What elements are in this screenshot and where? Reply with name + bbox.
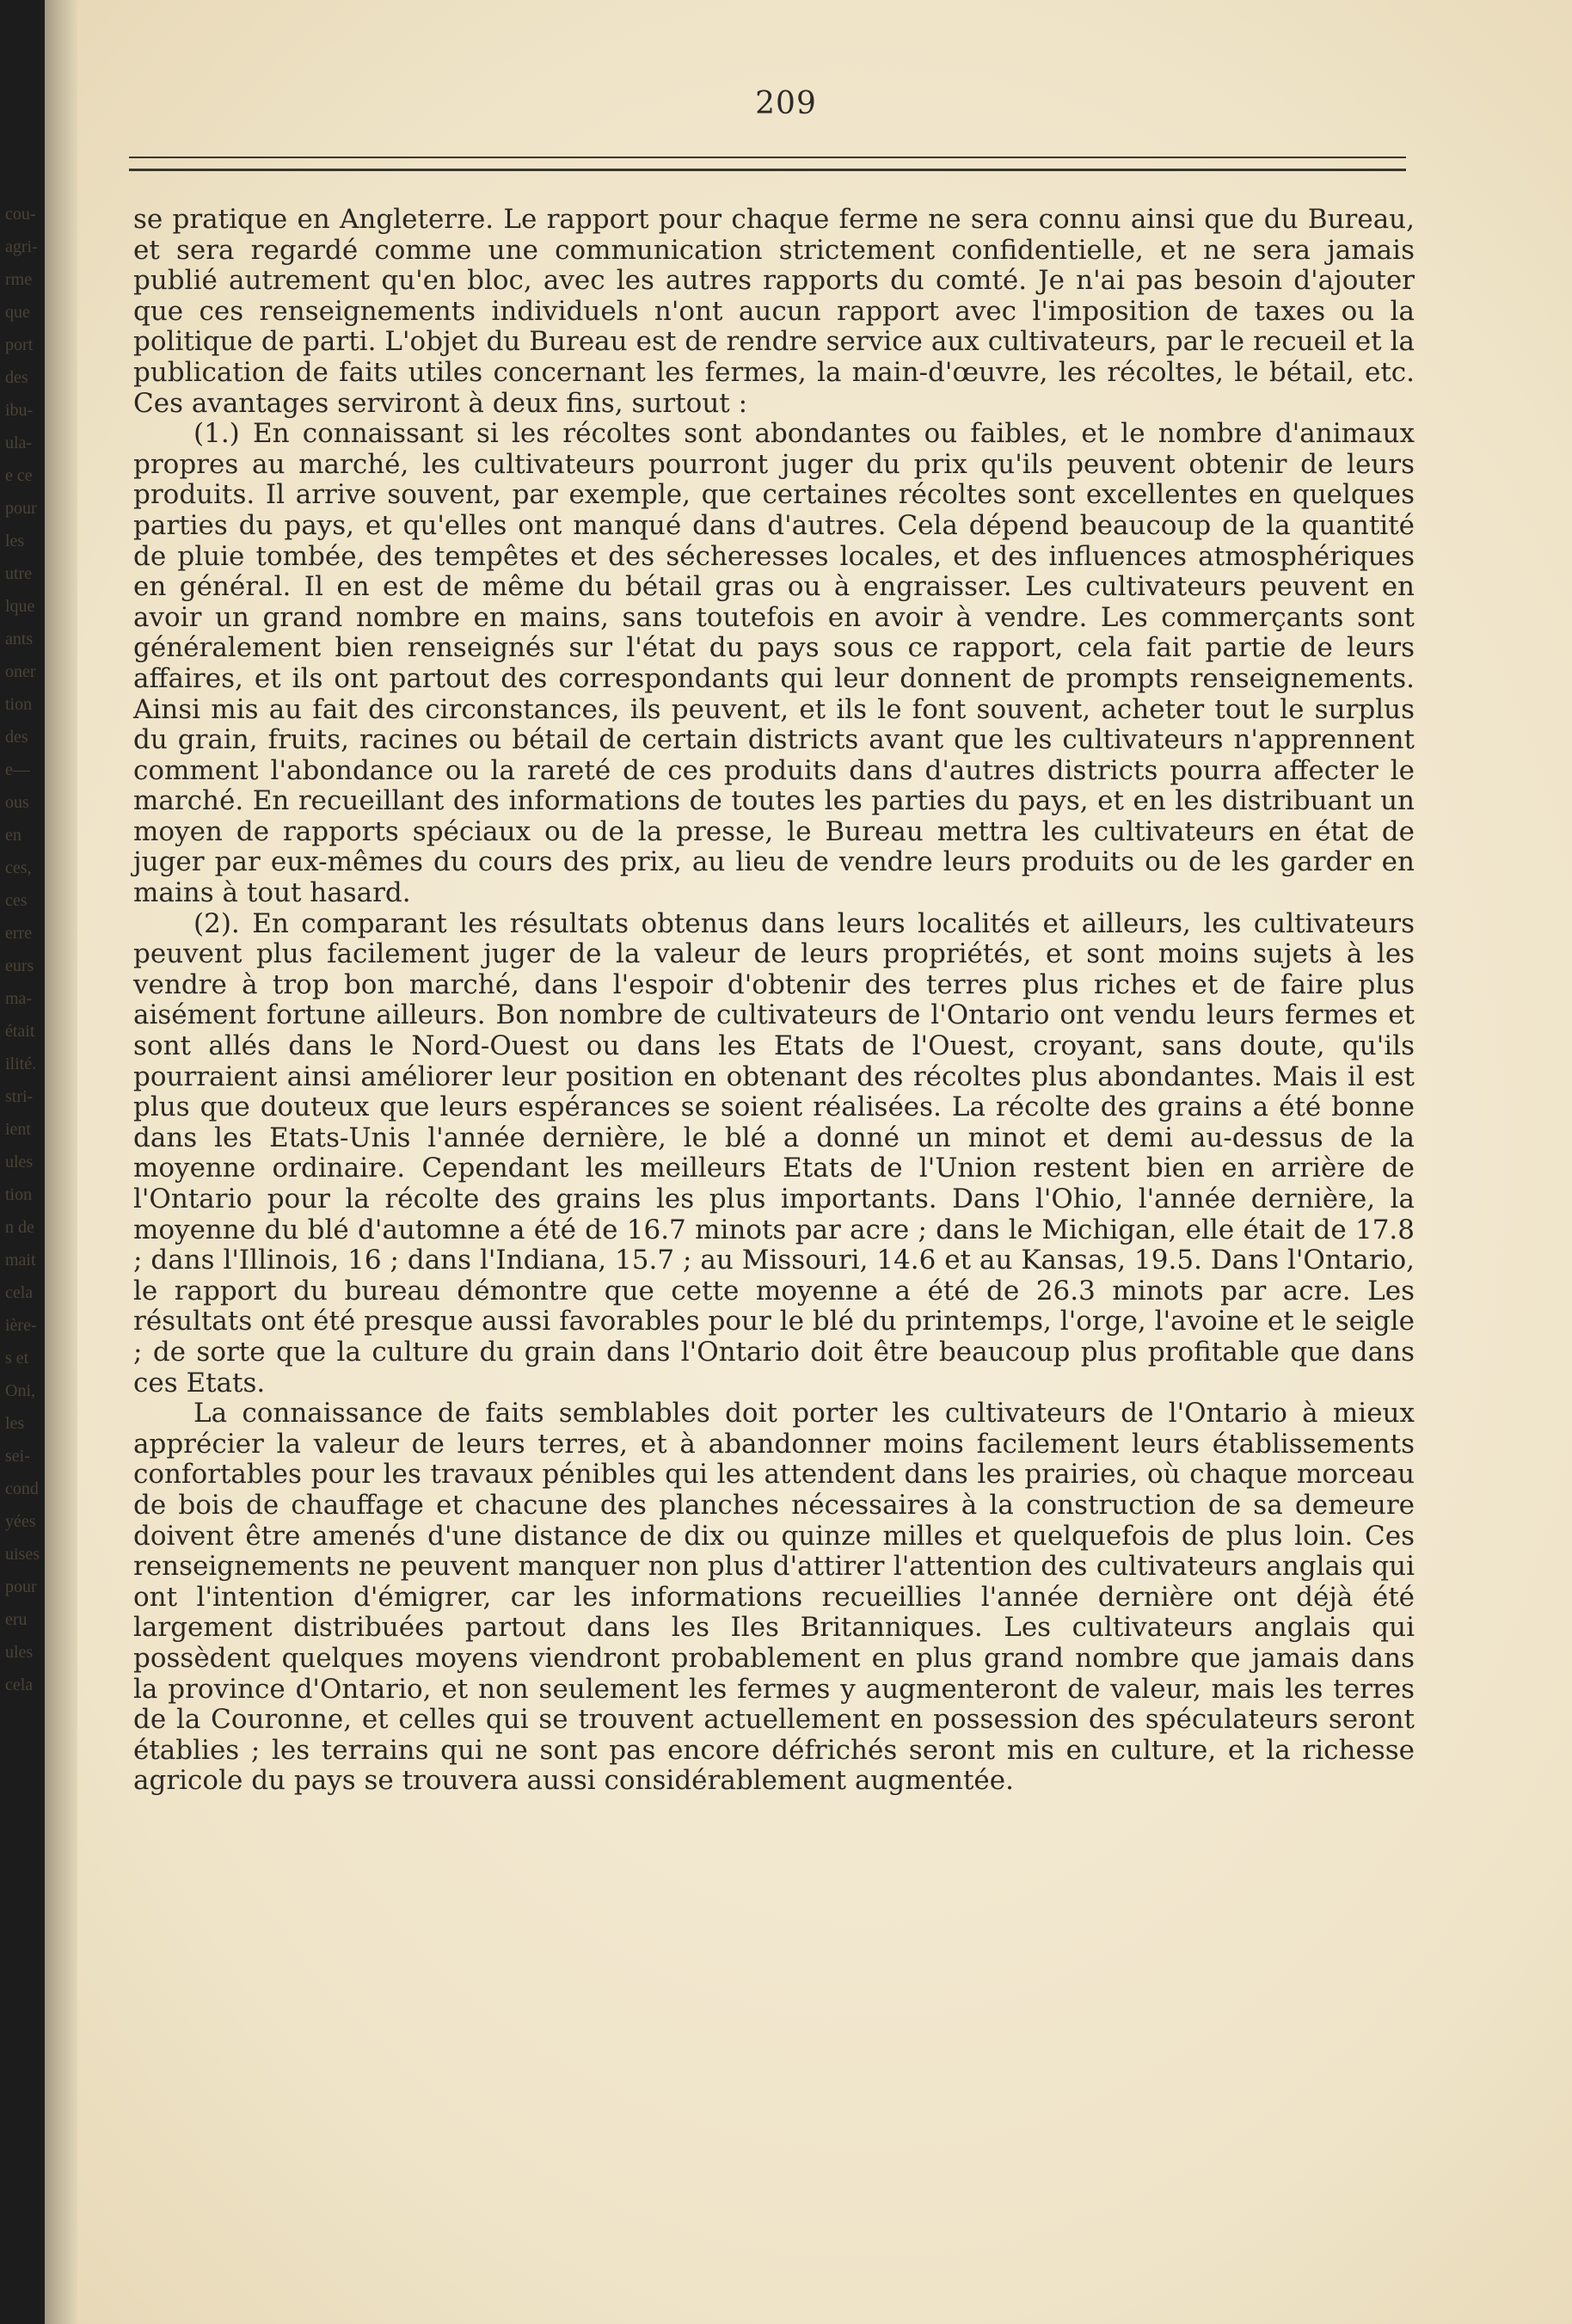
margin-fragment: port: [5, 335, 34, 354]
margin-fragment: lque: [5, 597, 35, 616]
margin-fragment: erre: [5, 924, 33, 943]
margin-fragment: cela: [5, 1675, 34, 1694]
margin-fragment: sei-: [5, 1447, 30, 1466]
margin-fragment: ous: [5, 793, 29, 812]
margin-fragment: uises: [5, 1545, 40, 1564]
margin-fragment: ules: [5, 1643, 34, 1662]
margin-fragment: oner: [5, 662, 36, 681]
margin-fragment: des: [5, 728, 28, 747]
margin-fragment: agri-: [5, 237, 38, 256]
paragraph: La connaissance de faits semblables doit porter les cultivateurs de l'Ontario à mieux apprécier la valeur de leurs terres, et à abandonner moins facilement leurs établissements confortables pour les travaux pénibles qui les attendent dans les prairies, où chaque morceau de bois de chauffage et chacune des planches nécessaires à la construction de sa demeure doivent être amenés d'une distance de dix ou quinze milles et quelquefois de plus loin. Ces renseignements ne peuvent manquer non plus d'attirer l'attention des cultivateurs anglais qui ont l'intention d'émigrer, car les informations recueillies l'année dernière ont déjà été largement distribuées partout dans les Iles Britanniques. Les cultivateurs anglais qui possèdent quelques moyens viendront probablement en plus grand nombre que jamais dans la province d'Ontario, et non seulement les fermes y augmenteront de valeur, mais les terres de la Couronne, et celles qui se trouvent actuellement en possession des spéculateurs seront établies ; les terrains qui ne sont pas encore défrichés seront mis en culture, et la richesse agricole du pays se trouvera aussi considérablement augmentée.: [133, 1398, 1415, 1797]
paragraph: (1.) En connaissant si les récoltes sont abondantes ou faibles, et le nombre d'animaux propres au marché, les cultivateurs pourront juger du prix qu'ils peuvent obtenir de leurs produits. Il arrive souvent, par exemple, que certaines récoltes sont excellentes en quelques parties du pays, et qu'elles ont manqué dans d'autres. Cela dépend beaucoup de la quantité de pluie tombée, des tempêtes et des sécheresses locales, et des influences atmosphériques en général. Il en est de même du bétail gras ou à engraisser. Les cultivateurs peuvent en avoir un grand nombre en mains, sans toutefois en avoir à vendre. Les commerçants sont généralement bien renseignés sur l'état du pays sous ce rapport, cela fait partie de leurs affaires, et ils ont partout des correspondants qui leur donnent de prompts renseignements. Ainsi mis au fait des circonstances, ils peuvent, et ils le font souvent, acheter tout le surplus du grain, fruits, racines ou bétail de certain districts avant que les cultivateurs n'apprennent comment l'abondance ou la rareté de ces produits dans d'autres districts pourra affecter le marché. En recueillant des informations de toutes les parties du pays, et en les distribuant un moyen de rapports spéciaux ou de la presse, le Bureau mettra les cultivateurs en état de juger par eux-mêmes du cours des prix, au lieu de vendre leurs produits ou de les garder en mains à tout hasard.: [133, 418, 1415, 909]
margin-fragment: stri-: [5, 1087, 34, 1106]
margin-fragment: ilité.: [5, 1054, 37, 1073]
margin-fragment: eurs: [5, 956, 34, 975]
page-number: 209: [755, 86, 817, 121]
margin-fragment: les: [5, 1414, 25, 1433]
margin-fragment: ces: [5, 891, 28, 910]
margin-fragment: les: [5, 532, 25, 550]
margin-fragment: tion: [5, 1185, 33, 1204]
margin-fragment: n de: [5, 1218, 34, 1237]
margin-fragment: yées: [5, 1512, 36, 1531]
margin-fragment: était: [5, 1022, 35, 1041]
margin-fragment: e ce: [5, 466, 33, 485]
margin-fragment: ula-: [5, 433, 33, 452]
margin-fragment: ants: [5, 630, 34, 649]
margin-fragment: ces,: [5, 858, 32, 877]
paragraph: se pratique en Angleterre. Le rapport pour chaque ferme ne sera connu ainsi que du Bureau, et sera regardé comme une communication strictement confidentielle, et ne sera jamais publié autrement qu'en bloc, avec les autres rapports du comté. Je n'ai pas besoin d'ajouter que ces renseignements individuels n'ont aucun rapport avec l'imposition de taxes ou la politique de parti. L'objet du Bureau est de rendre service aux cultivateurs, par le recueil et la publication de faits utiles concernant les fermes, la main-d'œuvre, les récoltes, le bétail, etc. Ces avantages serviront à deux fins, surtout :: [133, 204, 1415, 419]
margin-fragment: ière-: [5, 1316, 37, 1335]
margin-fragment: ient: [5, 1120, 31, 1139]
paragraph: (2). En comparant les résultats obtenus dans leurs localités et ailleurs, les cultivateurs peuvent plus facilement juger de la valeur de leurs propriétés, et sont moins sujets à les vendre à trop bon marché, dans l'espoir d'obtenir des terres plus riches et de faire plus aisément fortune ailleurs. Bon nombre de cultivateurs de l'Ontario ont vendu leurs fermes et sont allés dans le Nord-Ouest ou dans les Etats de l'Ouest, croyant, sans doute, qu'ils pourraient ainsi améliorer leur position en obtenant des récoltes plus abondantes. Mais il est plus que douteux que leurs espérances se soient réalisées. La récolte des grains a été bonne dans les Etats-Unis l'année dernière, le blé a donné un minot et demi au-dessus de la moyenne ordinaire. Cependant les meilleurs Etats de l'Union restent bien en arrière de l'Ontario pour la récolte des grains les plus importants. Dans l'Ohio, l'année dernière, la moyenne du blé d'automne a été de 16.7 minots par acre ; dans le Michigan, elle était de 17.8 ; dans l'Illinois, 16 ; dans l'Indiana, 15.7 ; au Missouri, 14.6 et au Kansas, 19.5. Dans l'Ontario, le rapport du bureau démontre que cette moyenne a été de 26.3 minots par acre. Les résultats ont été presque aussi favorables pour le blé du printemps, l'orge, l'avoine et le seigle ; de sorte que la culture du grain dans l'Ontario doit être beaucoup plus profitable que dans ces Etats.: [133, 907, 1415, 1399]
margin-fragment: pour: [5, 499, 37, 518]
margin-fragment: mait: [5, 1251, 36, 1270]
margin-fragment: rme: [5, 270, 33, 289]
margin-fragment: que: [5, 303, 30, 322]
adjacent-page-margin: [5, 198, 57, 1701]
body-text: [133, 205, 1415, 1797]
margin-fragment: ma-: [5, 989, 33, 1008]
margin-fragment: utre: [5, 564, 33, 583]
margin-fragment: eru: [5, 1610, 28, 1629]
margin-fragment: Oni,: [5, 1381, 35, 1400]
margin-fragment: s et: [5, 1349, 29, 1368]
margin-fragment: des: [5, 368, 28, 387]
margin-fragment: en: [5, 826, 21, 845]
header-rule-thick: [129, 169, 1406, 171]
margin-fragment: tion: [5, 695, 33, 714]
header-rule-thin: [129, 157, 1406, 158]
margin-fragment: ibu-: [5, 401, 34, 420]
margin-fragment: ules: [5, 1153, 34, 1171]
margin-fragment: pour: [5, 1577, 37, 1596]
margin-fragment: cond: [5, 1479, 39, 1498]
margin-fragment: e—: [5, 760, 30, 779]
margin-fragment: cou-: [5, 205, 36, 224]
margin-fragment: cela: [5, 1283, 34, 1302]
